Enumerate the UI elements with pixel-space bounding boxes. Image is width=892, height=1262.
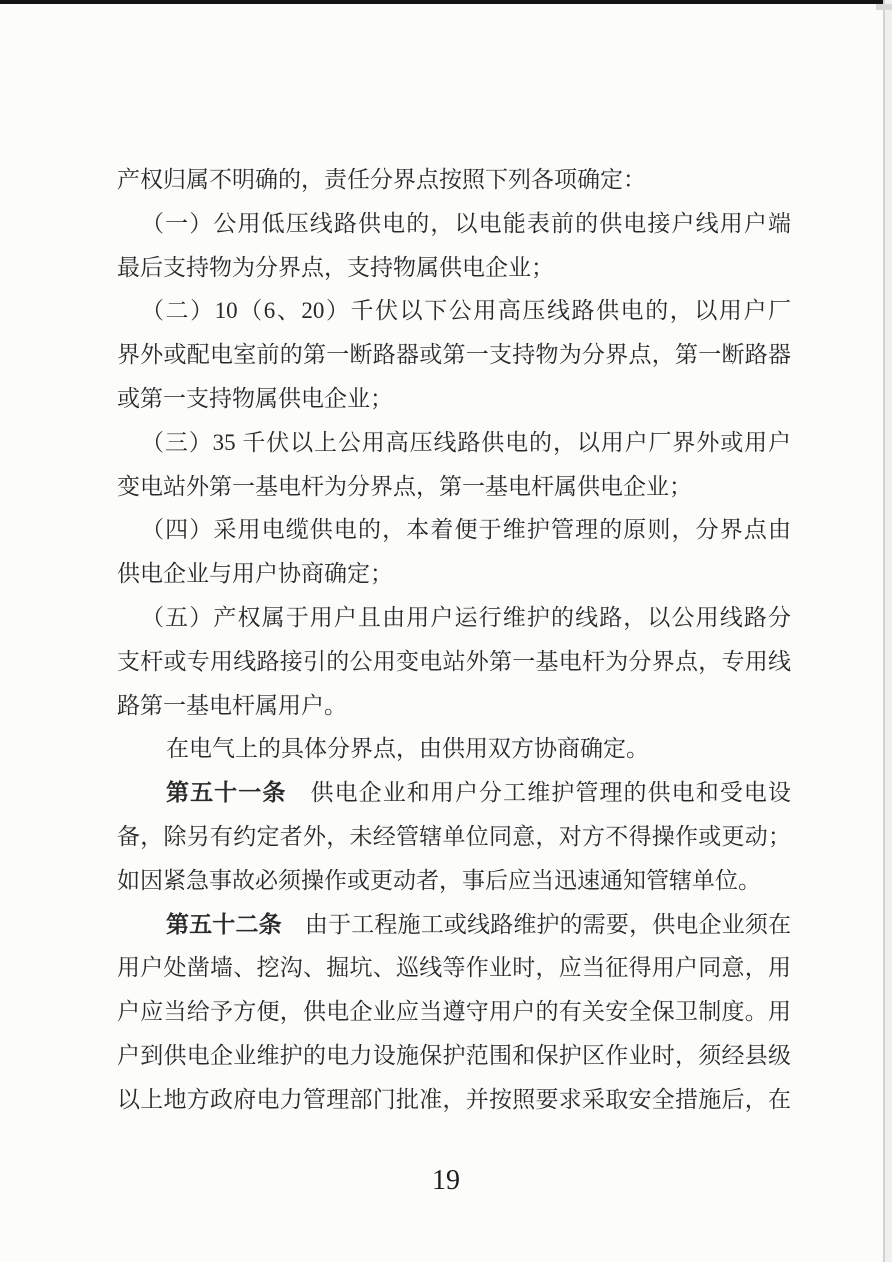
text-segment: 变电站外第一基电杆为分界点，第一基电杆属供电企业； [117, 473, 692, 499]
text-segment: 供电企业和用户分工维护管理的供电和受电设 [286, 780, 792, 806]
text-line [117, 946, 791, 990]
paragraph [117, 903, 791, 1122]
document-body [117, 158, 791, 1122]
paragraph [117, 727, 791, 771]
text-segment: 备，除另有约定者外，未经管辖单位同意，对方不得操作或更动； [117, 823, 791, 849]
paragraph [117, 421, 791, 509]
text-segment: 用户处凿墙、挖沟、掘坑、巡线等作业时，应当征得用户同意，用 [117, 955, 791, 981]
text-line [117, 903, 791, 947]
article-number: 第五十一条 [166, 780, 287, 806]
text-segment: 如因紧急事故必须操作或更动者，事后应当迅速通知管辖单位。 [117, 867, 761, 893]
scan-right-band [885, 0, 892, 1262]
text-line [117, 684, 791, 728]
text-segment: 产权归属不明确的，责任分界点按照下列各项确定： [117, 167, 646, 192]
text-segment: （三）35 千伏以上公用高压线路供电的，以用户厂界外或用户 [141, 429, 791, 455]
scan-top-edge [0, 0, 892, 4]
text-segment: 界外或配电室前的第一断路器或第一支持物为分界点，第一断路器 [117, 342, 791, 368]
text-line [117, 333, 791, 377]
text-line [117, 158, 791, 202]
paragraph [117, 202, 791, 290]
text-line [117, 465, 791, 509]
text-segment: 最后支持物为分界点，支持物属供电企业； [117, 254, 554, 280]
article-number: 第五十二条 [166, 911, 282, 937]
text-line [117, 421, 791, 465]
paragraph [117, 508, 791, 596]
text-line [117, 202, 791, 246]
text-segment: 或第一支持物属供电企业； [117, 385, 393, 411]
text-segment: 由于工程施工或线路维护的需要，供电企业须在 [281, 911, 792, 937]
text-segment: 以上地方政府电力管理部门批准，并按照要求采取安全措施后，在 [117, 1086, 791, 1112]
text-segment: 户到供电企业维护的电力设施保护范围和保护区作业时，须经县级 [117, 1042, 791, 1068]
paragraph [117, 158, 791, 202]
text-segment: 在电气上的具体分界点，由供用双方协商确定。 [166, 736, 649, 762]
text-segment: （四）采用电缆供电的，本着便于维护管理的原则，分界点由 [141, 517, 791, 543]
paragraph [117, 771, 791, 902]
text-line [117, 815, 791, 859]
text-line [117, 377, 791, 421]
paragraph [117, 289, 791, 420]
text-segment: 路第一基电杆属用户。 [117, 692, 347, 718]
text-line [117, 596, 791, 640]
text-line [117, 1034, 791, 1078]
text-line [117, 990, 791, 1034]
text-segment: （一）公用低压线路供电的，以电能表前的供电接户线用户端 [141, 210, 791, 236]
scan-corner-patch [876, 4, 892, 10]
page-number: 19 [432, 1165, 460, 1196]
paragraph [117, 596, 791, 727]
scan-right-edge-line [883, 0, 885, 1262]
text-line [117, 640, 791, 684]
text-line [117, 552, 791, 596]
text-segment: 户应当给予方便，供电企业应当遵守用户的有关安全保卫制度。用 [117, 999, 791, 1025]
text-line [117, 727, 791, 771]
text-line [117, 508, 791, 552]
text-segment: 支杆或专用线路接引的公用变电站外第一基电杆为分界点，专用线 [117, 648, 791, 674]
text-segment: （五）产权属于用户且由用户运行维护的线路，以公用线路分 [141, 604, 791, 630]
text-segment: 供电企业与用户协商确定； [117, 561, 393, 587]
text-segment: （二）10（6、20）千伏以下公用高压线路供电的，以用户厂 [141, 298, 791, 324]
text-line [117, 246, 791, 290]
text-line [117, 859, 791, 903]
text-line [117, 1078, 791, 1122]
text-line [117, 771, 791, 815]
text-line [117, 289, 791, 333]
